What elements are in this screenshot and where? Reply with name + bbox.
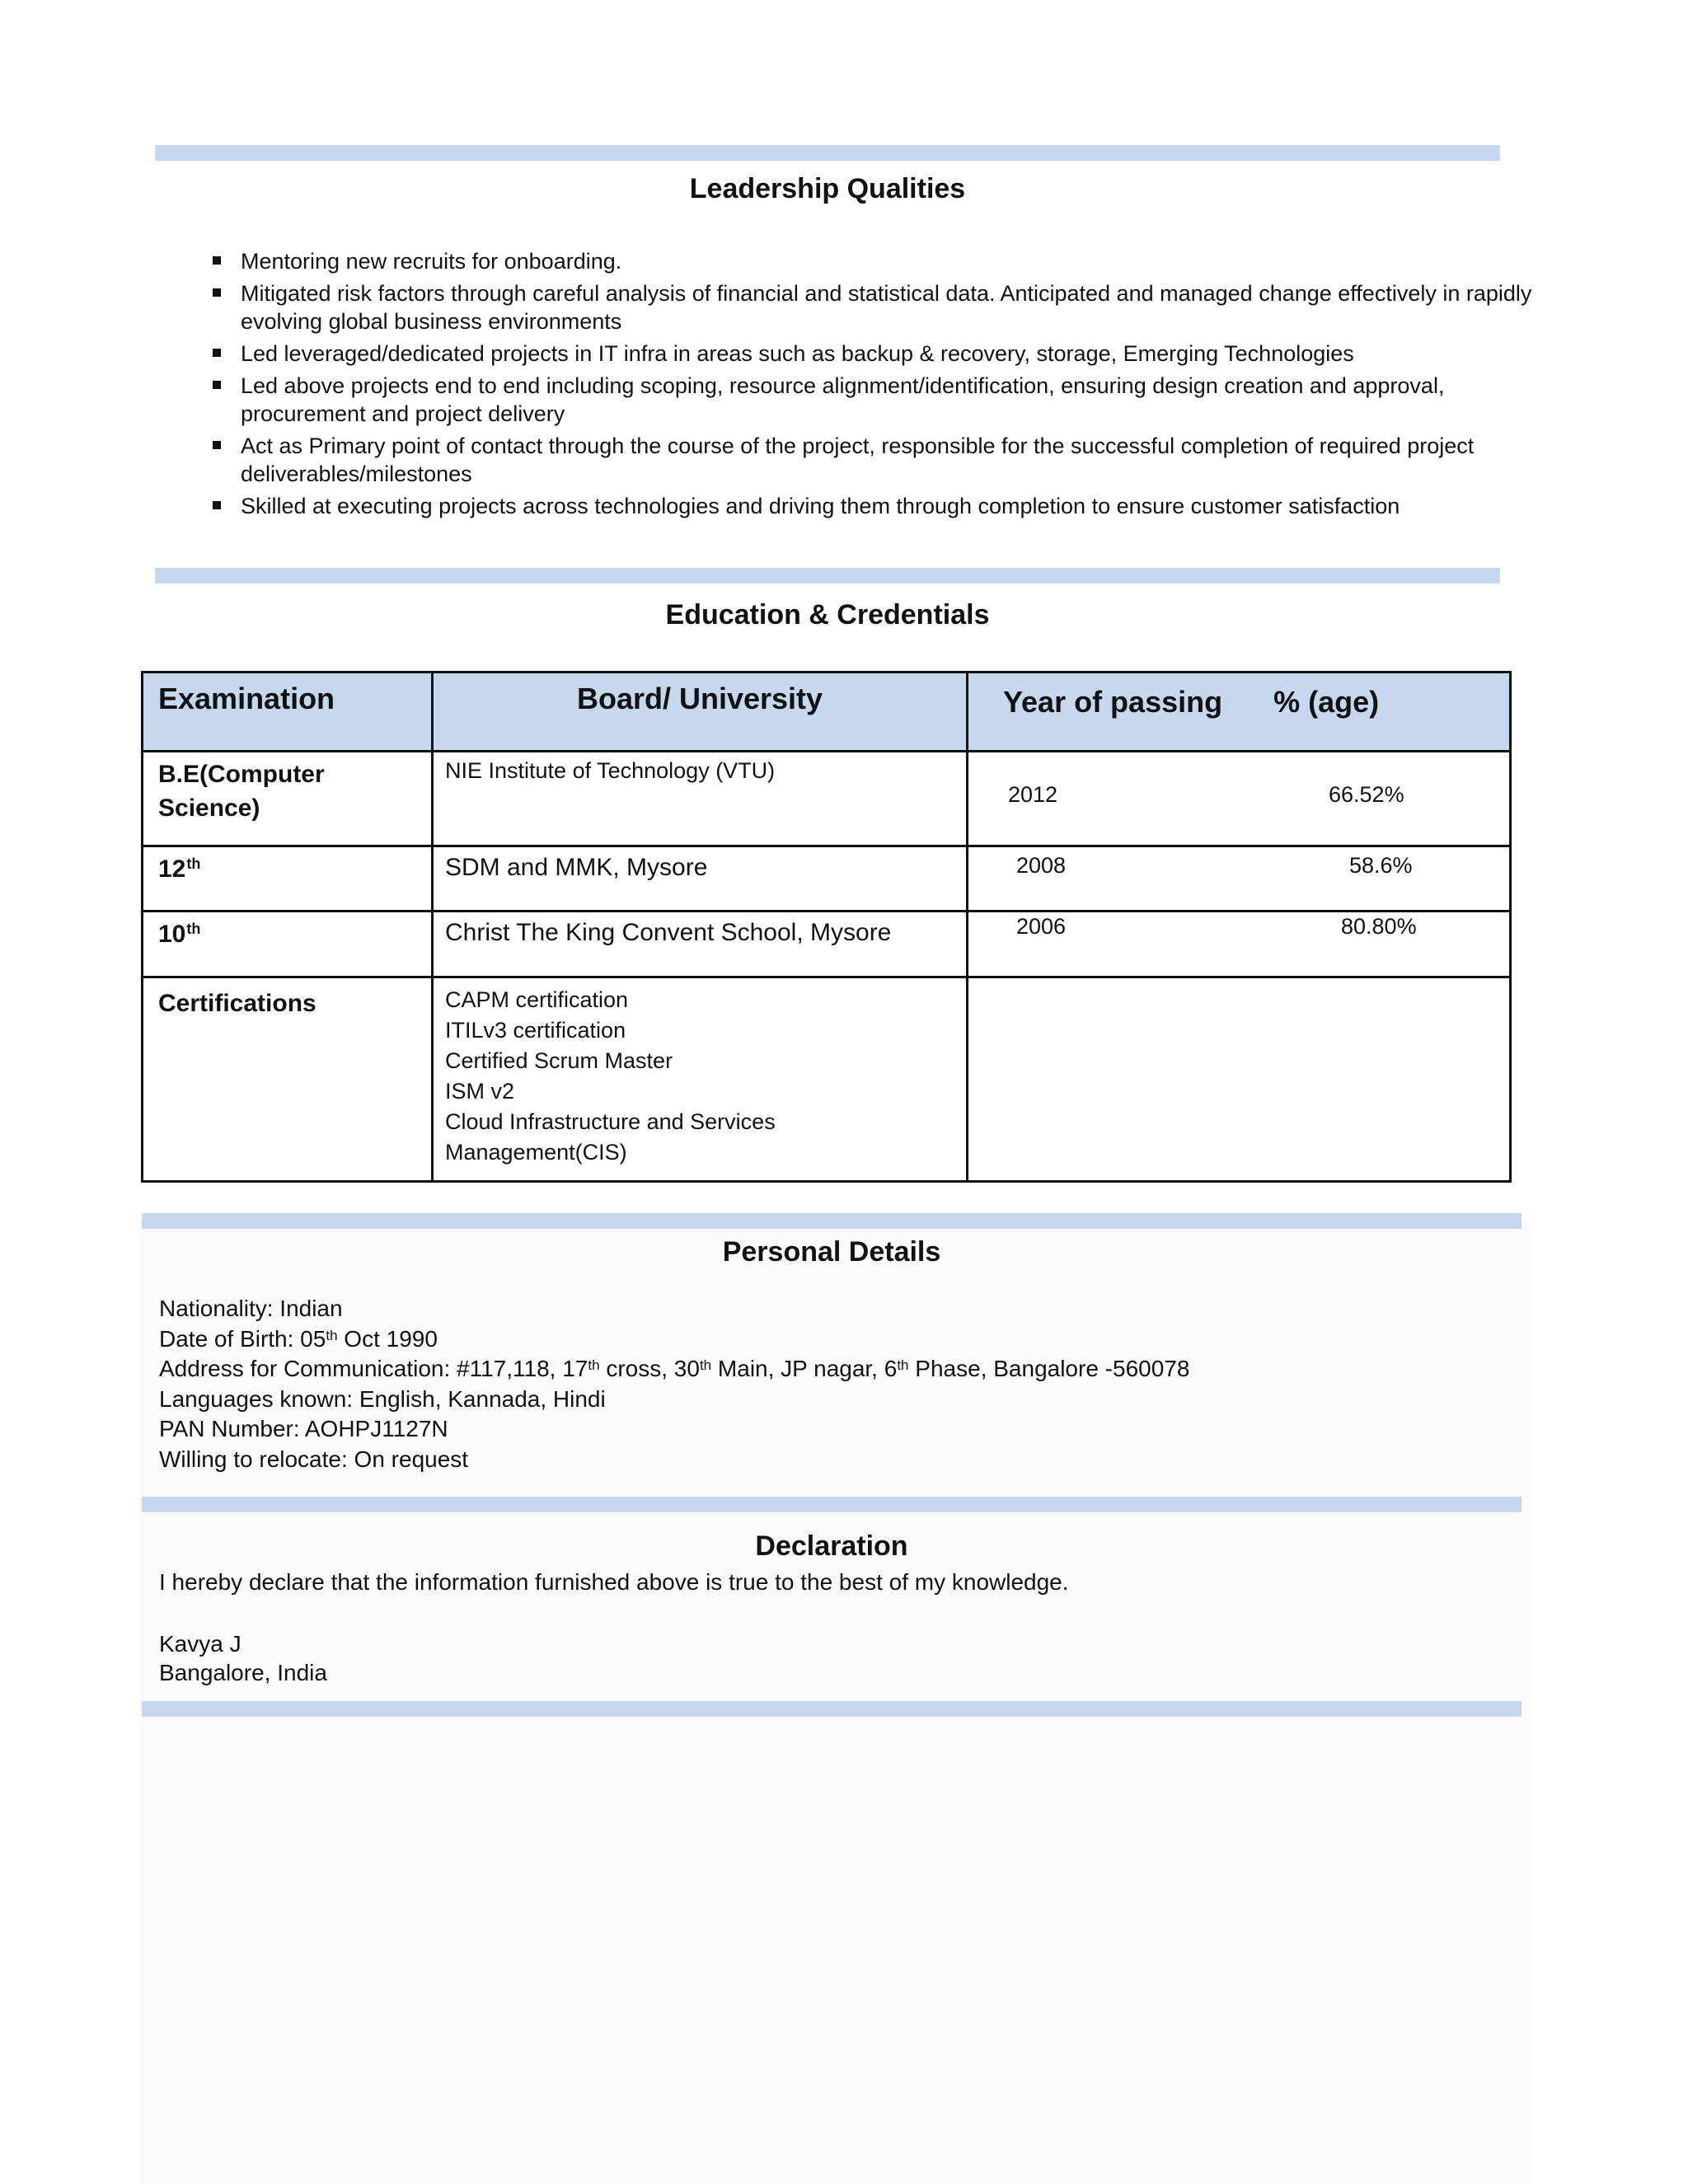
personal-title: Personal Details: [722, 1236, 941, 1268]
exam-cell: 12th: [143, 846, 433, 912]
header-year-percentage: [968, 673, 1511, 752]
section-divider-bar: [155, 145, 1500, 161]
leadership-list: [200, 247, 1536, 524]
pan-number: PAN Number: AOHPJ1127N: [159, 1416, 448, 1441]
year-cell: [968, 752, 1511, 846]
languages: Languages known: English, Kannada, Hindi: [159, 1385, 606, 1412]
list-item: Certified Scrum Master: [445, 1048, 673, 1073]
willing-to-relocate: Willing to relocate: On request: [159, 1446, 469, 1472]
header-board: Board/ University: [433, 673, 968, 752]
exam-cell: Certifications: [143, 977, 433, 1182]
board-cell: SDM and MMK, Mysore: [433, 846, 968, 912]
section-divider-bar: [155, 568, 1500, 583]
section-divider-bar: [142, 1497, 1522, 1512]
list-item: Management(CIS): [445, 1140, 627, 1165]
list-item: Act as Primary point of contact through the course of the project, responsible for the successful completion of required project deliverables/milestones: [200, 432, 1536, 488]
education-table: [141, 671, 1512, 1183]
education-title: Education & Credentials: [665, 599, 990, 630]
list-item: ITILv3 certification: [445, 1018, 626, 1043]
list-item: ISM v2: [445, 1079, 515, 1104]
empty-cell: [968, 977, 1511, 1182]
table-row: [143, 912, 1511, 977]
year-value: 2006: [1016, 914, 1067, 939]
list-item: CAPM certification: [445, 987, 629, 1012]
certifications-cell: [433, 977, 968, 1182]
year-value: 2012: [1008, 782, 1058, 807]
header-percentage: % (age): [1273, 685, 1380, 719]
table-header-row: [143, 673, 1511, 752]
list-item: Led above projects end to end including scoping, resource alignment/identification, ensuring design creation and approval, procurement and project delivery: [200, 372, 1536, 428]
section-divider-bar: [142, 1701, 1522, 1717]
header-year: Year of passing: [1003, 685, 1223, 719]
section-divider-bar: [142, 1213, 1522, 1229]
board-cell: NIE Institute of Technology (VTU): [433, 752, 968, 846]
date-of-birth: Date of Birth: 05th Oct 1990: [159, 1325, 438, 1352]
personal-details: [159, 1294, 1189, 1474]
board-cell: Christ The King Convent School, Mysore: [433, 912, 968, 977]
year-value: 2008: [1016, 853, 1067, 878]
list-item: Skilled at executing projects across technologies and driving them through completion to ensure customer satisfaction: [200, 492, 1536, 520]
nationality: Nationality: Indian: [159, 1296, 343, 1321]
percentage-value: 58.6%: [1349, 853, 1413, 878]
percentage-value: 66.52%: [1329, 782, 1404, 807]
declaration-title: Declaration: [755, 1530, 908, 1562]
address: Address for Communication: #117,118, 17th cross, 30th Main, JP nagar, 6th Phase, Bangalore -560078: [159, 1356, 1190, 1381]
signature-name: Kavya J: [159, 1631, 241, 1657]
table-row: [143, 846, 1511, 912]
exam-cell: B.E(Computer Science): [143, 752, 433, 846]
table-row: [143, 977, 1511, 1182]
list-item: Led leveraged/dedicated projects in IT infra in areas such as backup & recovery, storage, Emerging Technologies: [200, 340, 1536, 368]
list-item: Mitigated risk factors through careful analysis of financial and statistical data. Anticipated and managed change effectively in rapidly evolving global business environments: [200, 279, 1536, 335]
leadership-title: Leadership Qualities: [689, 173, 966, 204]
percentage-value: 80.80%: [1341, 914, 1417, 939]
list-item: Cloud Infrastructure and Services: [445, 1109, 776, 1134]
signature-place: Bangalore, India: [159, 1660, 327, 1685]
exam-cell: 10th: [143, 912, 433, 977]
table-row: [143, 752, 1511, 846]
header-examination: Examination: [143, 673, 433, 752]
year-cell: [968, 846, 1511, 912]
year-cell: [968, 912, 1511, 977]
list-item: Mentoring new recruits for onboarding.: [200, 247, 1536, 275]
declaration-text: I hereby declare that the information furnished above is true to the best of my knowledge.: [159, 1569, 1069, 1595]
